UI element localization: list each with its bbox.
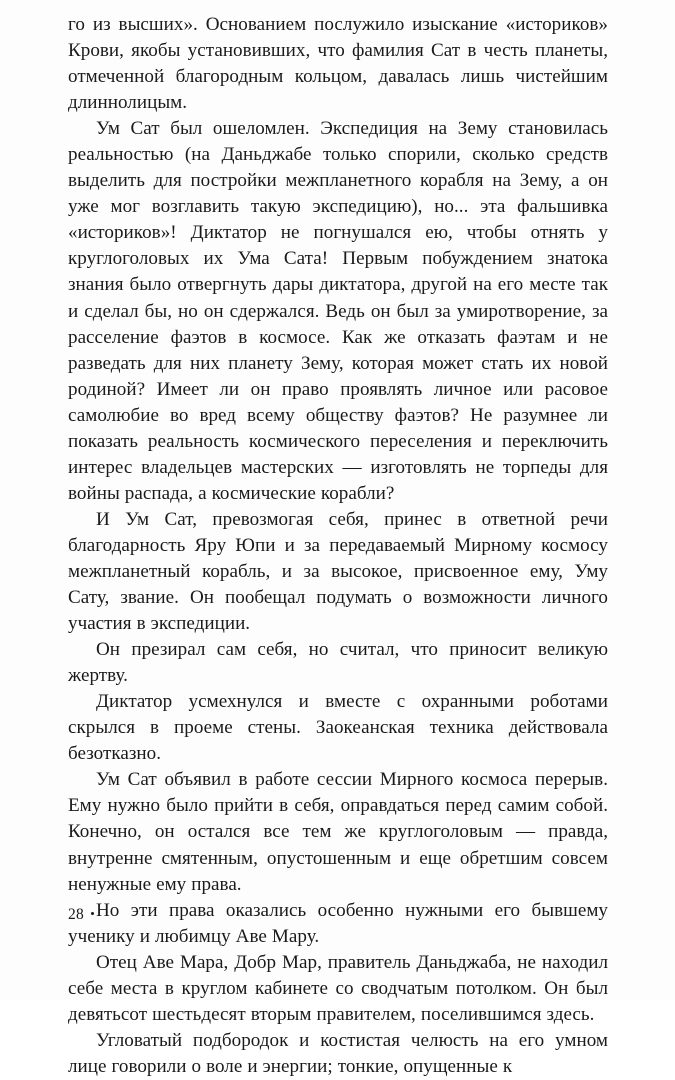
paragraph: Он презирал сам себя, но считал, что приносит великую жертву. [68,639,608,687]
paragraph: И Ум Сат, превозмогая себя, принес в ответной речи благодарность Яру Юпи и за передаваемый Мирному космосу межпланетный корабль, и за высокое, присвоенное ему, Уму Сату, звание. Он пообещал подумать о возможности личного участия в экспедиции. [68,508,608,635]
body-text-column [68,12,608,1080]
paragraph: Угловатый подбородок и костистая челюсть на его умном лице говорили о воле и энергии; тонкие, опущенные к [68,1029,608,1077]
paragraph: Отец Аве Мара, Добр Мар, правитель Даньджаба, не находил себе места в круглом кабинете со сводчатым потолком. Он был девятьсот шестьдесят вторым правителем, поселившимся здесь. [68,951,608,1025]
paragraph: Ум Сат был ошеломлен. Экспедиция на Зему становилась реальностью (на Даньджабе только спорили, сколько средств выделить для постройки межпланетного корабля на Зему, а он уже мог возглавить такую экспедицию), но... эта фальшивка «историков»! Диктатор не погнушался ею, чтобы отнять у круглоголовых их Ума Сата! Первым побуждением знатока знания было отвергнуть дары диктатора, другой на его месте так и сделал бы, но он сдержался. Ведь он был за умиротворение, за расселение фаэтов в космосе. Как же отказать фаэтам и не разведать для них планету Зему, которая может стать их новой родиной? Имеет ли он право проявлять личное или расовое самолюбие во вред всему обществу фаэтов? Не разумнее ли показать реальность космического переселения и переключить интерес владельцев мастерских — изготовлять не торпеды для войны распада, а космические корабли? [68,118,608,504]
paragraph: го из высших». Основанием послужило изыскание «историков» Крови, якобы установивших, что фамилия Сат в честь планеты, отмеченной благородным кольцом, давалась лишь чистейшим длиннолицым. [68,14,608,114]
page-number-value: 28 [68,906,85,923]
scan-speck-icon [91,912,94,915]
paragraph: Диктатор усмехнулся и вместе с охранными роботами скрылся в проеме стены. Заокеанская техника действовала безотказно. [68,691,608,765]
paragraph: Ум Сат объявил в работе сессии Мирного космоса перерыв. Ему нужно было прийти в себя, оправдаться перед самим собой. Конечно, он остался все тем же круглоголовым — правда, внутренне смятенным, опустошенным и еще обретшим совсем ненужные ему права. [68,769,608,895]
page-number [68,906,94,924]
paragraph: Но эти права оказались особенно нужными его бывшему ученику и любимцу Аве Мару. [68,899,608,947]
